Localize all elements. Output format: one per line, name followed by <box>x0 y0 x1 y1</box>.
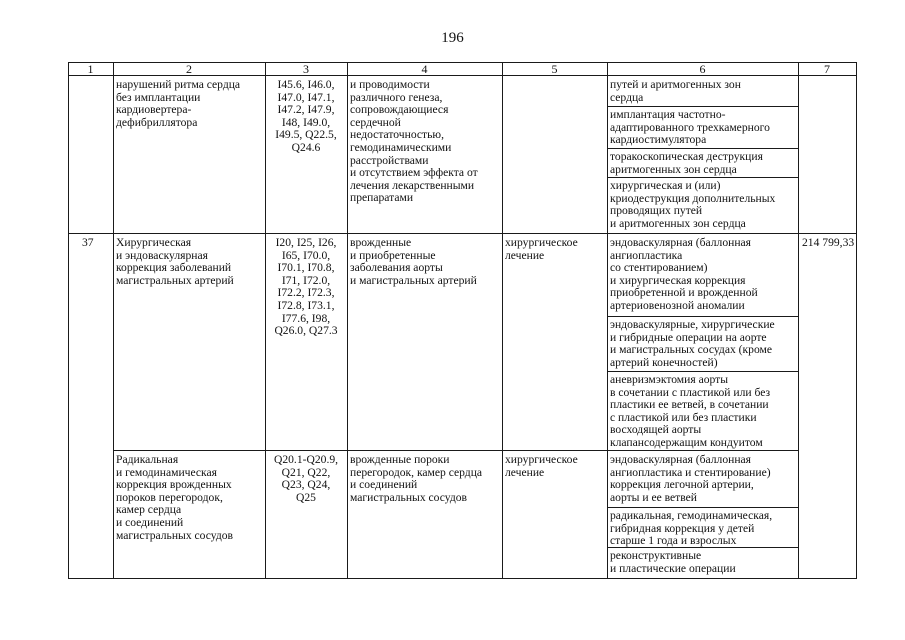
method-divider <box>607 507 798 508</box>
col-line-6 <box>798 62 799 579</box>
col-line-3 <box>347 62 348 579</box>
row37-cost: 214 799,33 <box>802 236 855 249</box>
radical-method-1: эндоваскулярная (баллонная ангиопластика и стентирование) коррекция легочной артерии, аорты и ее ветвей <box>610 453 771 504</box>
radical-codes: Q20.1-Q20.9, Q21, Q22, Q23, Q24, Q25 <box>273 453 339 504</box>
continued-method-2: имплантация частотно- адаптированного трехкамерного кардиостимулятора <box>610 108 770 147</box>
method-divider <box>607 371 798 372</box>
header-col-4: 4 <box>421 62 428 76</box>
method-divider <box>607 148 798 149</box>
method-divider <box>607 316 798 317</box>
header-col-2: 2 <box>186 62 192 76</box>
continued-method-3: торакоскопическая деструкция аритмогенных зон сердца <box>610 150 763 176</box>
header-col-7: 7 <box>824 62 830 76</box>
row37-method-1: эндоваскулярная (баллонная ангиопластика со стентированием) и хирургическая коррекция приобретенной и врожденной артериовенозной аномалии <box>610 236 758 312</box>
radical-method-2: радикальная, гемодинамическая, гибридная коррекция у детей старше 1 года и взрослых <box>610 509 773 548</box>
col-line-0 <box>68 62 69 579</box>
col-line-1 <box>113 62 114 579</box>
continued-method-4: хирургическая и (или) криодеструкция дополнительных проводящих путей и аритмогенных зон сердца <box>610 179 776 230</box>
method-divider <box>607 106 798 107</box>
col-line-4 <box>502 62 503 579</box>
row37-treatment: хирургическое лечение <box>505 236 578 262</box>
header-col-1: 1 <box>87 62 94 76</box>
col-line-5 <box>607 62 608 579</box>
row37-method-2: эндоваскулярные, хирургические и гибридные операции на аорте и магистральных сосудах (кроме артерий конечностей) <box>610 318 775 369</box>
row37-method-3: аневризмэктомия аорты в сочетании с пластикой или без пластики ее ветвей, в сочетании с пластикой или без пластики восходящей аорты клапансодержащим кондуитом <box>610 373 771 449</box>
table-bottom-border <box>68 578 857 579</box>
subrow-divider <box>113 450 798 451</box>
continued-model: и проводимости различного генеза, сопровождающиеся сердечной недостаточностью, гемодинамическими расстройствами и отсутствием эффекта от лечения лекарственными препаратами <box>350 78 478 205</box>
continued-method-1: путей и аритмогенных зон сердца <box>610 78 741 104</box>
row37-model: врожденные и приобретенные заболевания аорты и магистральных артерий <box>350 236 477 287</box>
radical-model: врожденные пороки перегородок, камер сердца и соединений магистральных сосудов <box>350 453 483 504</box>
col-line-7 <box>856 62 857 579</box>
radical-treatment: хирургическое лечение <box>505 453 578 479</box>
header-col-6: 6 <box>699 62 706 76</box>
header-col-3: 3 <box>303 62 309 76</box>
header-col-5: 5 <box>551 62 558 76</box>
row37-codes: I20, I25, I26, I65, I70.0, I70.1, I70.8, I71, I72.0, I72.2, I72.3, I72.8, I73.1, I77.6, I98, Q26.0, Q27.3 <box>274 236 338 338</box>
page-number: 196 <box>441 30 464 46</box>
row37-name: Хирургическая и эндоваскулярная коррекция заболеваний магистральных артерий <box>116 236 234 287</box>
row-divider <box>68 233 857 234</box>
radical-name: Радикальная и гемодинамическая коррекция врожденных пороков перегородок, камер сердца и соединений магистральных сосудов <box>116 453 233 542</box>
radical-method-3: реконструктивные и пластические операции <box>610 549 736 575</box>
continued-codes: I45.6, I46.0, I47.0, I47.1, I47.2, I47.9, I48, I49.0, I49.5, Q22.5, Q24.6 <box>275 78 337 154</box>
method-divider <box>607 177 798 178</box>
continued-name: нарушений ритма сердца без имплантации кардиовертера- дефибриллятора <box>116 78 241 129</box>
row37-number: 37 <box>82 236 94 249</box>
